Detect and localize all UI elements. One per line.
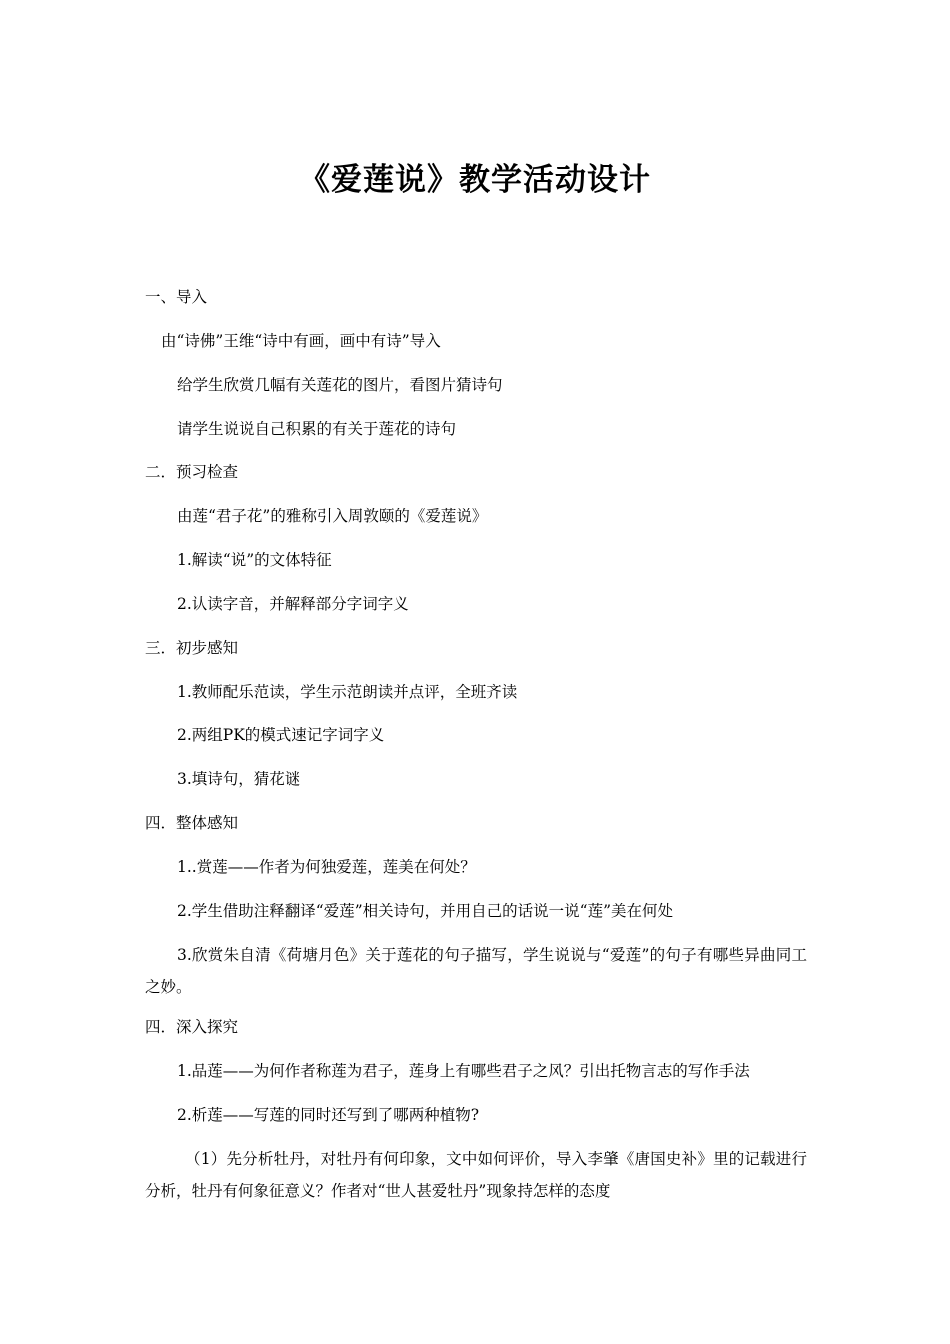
paragraph: 请学生说说自己积累的有关于莲花的诗句 bbox=[177, 420, 457, 438]
section-heading-explore: 四．深入探究 bbox=[145, 1018, 239, 1036]
paragraph: 1..赏莲——作者为何独爱莲，莲美在何处？ bbox=[177, 858, 476, 876]
paragraph: 由莲“君子花”的雅称引入周敦颐的《爱莲说》 bbox=[177, 507, 488, 525]
document-title: 《爱莲说》教学活动设计 bbox=[299, 162, 651, 198]
paragraph: 给学生欣赏几幅有关莲花的图片，看图片猜诗句 bbox=[177, 376, 503, 394]
paragraph: 2.两组PK的模式速记字词字义 bbox=[177, 726, 385, 744]
paragraph: 2.学生借助注释翻译“爱莲”相关诗句，并用自己的话说一说“莲”美在何处 bbox=[177, 902, 673, 920]
paragraph: 2.认读字音，并解释部分字词字义 bbox=[177, 595, 409, 613]
paragraph: 3.欣赏朱自清《荷塘月色》关于莲花的句子描写，学生说说与“爱莲”的句子有哪些异曲同工之妙。 bbox=[145, 946, 807, 996]
section-heading-perception: 三．初步感知 bbox=[145, 639, 239, 657]
paragraph: 1.品莲——为何作者称莲为君子，莲身上有哪些君子之风？引出托物言志的写作手法 bbox=[177, 1062, 750, 1080]
paragraph: 1.教师配乐范读，学生示范朗读并点评，全班齐读 bbox=[177, 683, 518, 701]
paragraph: 2.析莲——写莲的同时还写到了哪两种植物? bbox=[177, 1106, 480, 1124]
paragraph: （1）先分析牡丹，对牡丹有何印象，文中如何评价，导入李肇《唐国史补》里的记载进行分析，牡丹有何象征意义？作者对“世人甚爱牡丹”现象持怎样的态度 bbox=[145, 1150, 807, 1200]
section-heading-preview: 二．预习检查 bbox=[145, 463, 239, 481]
paragraph: 由“诗佛”王维“诗中有画，画中有诗”导入 bbox=[161, 332, 441, 350]
section-heading-intro: 一、导入 bbox=[145, 288, 208, 306]
paragraph: 1.解读“说”的文体特征 bbox=[177, 551, 332, 569]
paragraph: 3.填诗句，猜花谜 bbox=[177, 770, 301, 788]
section-heading-overall: 四．整体感知 bbox=[145, 814, 239, 832]
